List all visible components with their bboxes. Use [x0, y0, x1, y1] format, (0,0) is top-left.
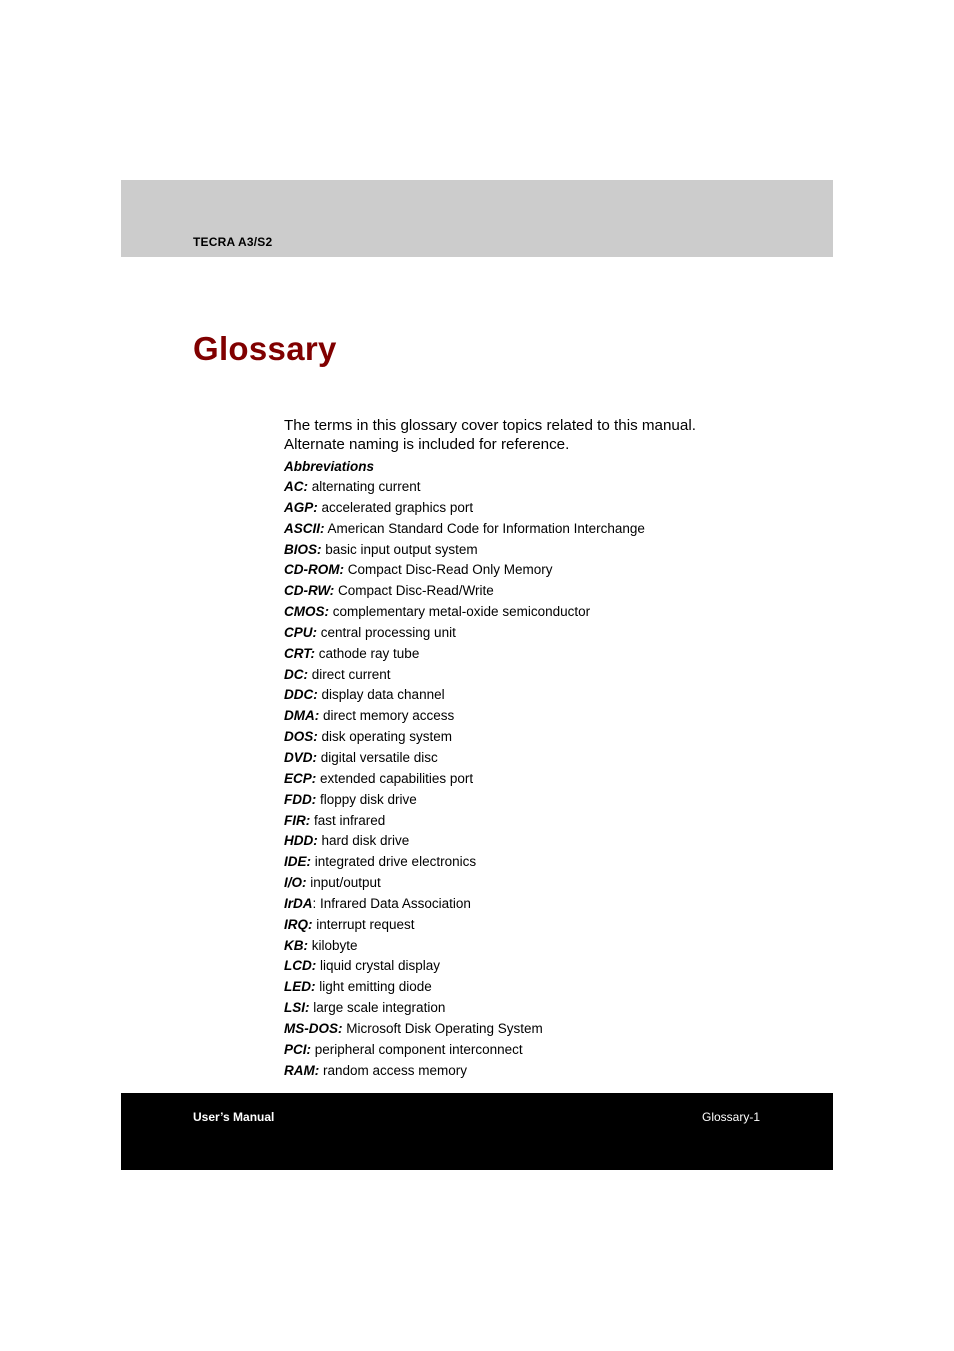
footer-band	[121, 1093, 833, 1170]
glossary-term: DMA:	[284, 708, 320, 724]
glossary-entry	[284, 936, 804, 957]
glossary-definition: random access memory	[319, 1062, 468, 1078]
glossary-entry	[284, 727, 804, 748]
intro-line-2: Alternate naming is included for reference.	[284, 435, 570, 453]
glossary-term: LCD:	[284, 958, 317, 974]
glossary-definition: interrupt request	[312, 916, 415, 932]
glossary-definition: accelerated graphics port	[317, 499, 474, 515]
glossary-definition: extended capabilities port	[316, 770, 474, 786]
glossary-term: RAM:	[284, 1062, 320, 1078]
glossary-definition: disk operating system	[317, 729, 453, 745]
glossary-term: DVD:	[284, 749, 317, 765]
glossary-definition: : Infrared Data Association	[312, 895, 471, 911]
glossary-entry	[284, 894, 804, 915]
glossary-definition: cathode ray tube	[315, 645, 420, 661]
header-title: TECRA A3/S2	[193, 235, 273, 249]
glossary-entry	[284, 477, 804, 498]
glossary-term: ASCII:	[284, 520, 325, 536]
glossary-entry	[284, 915, 804, 936]
glossary-definition: Microsoft Disk Operating System	[342, 1020, 543, 1036]
glossary-term: CRT:	[284, 645, 315, 661]
glossary-term: PCI:	[284, 1041, 311, 1057]
glossary-entry	[284, 644, 804, 665]
glossary-definition: direct memory access	[319, 708, 455, 724]
section-heading: Abbreviations	[284, 459, 375, 474]
glossary-definition: fast infrared	[310, 812, 386, 828]
glossary-definition: peripheral component interconnect	[311, 1041, 523, 1057]
glossary-entry	[284, 831, 804, 852]
glossary-term: MS-DOS:	[284, 1020, 343, 1036]
glossary-term: CD-ROM:	[284, 562, 344, 578]
glossary-definition: liquid crystal display	[316, 958, 441, 974]
glossary-entry	[284, 748, 804, 769]
glossary-entry	[284, 1019, 804, 1040]
glossary-term: FDD:	[284, 791, 317, 807]
glossary-entry	[284, 498, 804, 519]
glossary-definition: integrated drive electronics	[311, 854, 477, 870]
glossary-definition: direct current	[308, 666, 391, 682]
glossary-definition: Compact Disc-Read Only Memory	[344, 562, 553, 578]
glossary-entry	[284, 998, 804, 1019]
glossary-entry	[284, 956, 804, 977]
glossary-definition: input/output	[306, 875, 381, 891]
glossary-term: IrDA	[284, 895, 313, 911]
glossary-entry	[284, 852, 804, 873]
glossary-content	[284, 417, 804, 1081]
glossary-term: HDD:	[284, 833, 318, 849]
glossary-definition: alternating current	[308, 479, 421, 494]
glossary-definition: basic input output system	[321, 541, 478, 557]
glossary-term: AC:	[284, 479, 308, 494]
glossary-entry	[284, 685, 804, 706]
intro-paragraph	[284, 417, 804, 454]
glossary-entry	[284, 706, 804, 727]
glossary-term: ECP:	[284, 770, 317, 786]
glossary-term: IDE:	[284, 854, 311, 870]
glossary-entry	[284, 560, 804, 581]
glossary-entry	[284, 769, 804, 790]
glossary-definition: display data channel	[317, 687, 445, 703]
glossary-term: CD-RW:	[284, 583, 335, 599]
glossary-term: AGP:	[284, 499, 318, 515]
header-band	[121, 180, 833, 257]
glossary-entry	[284, 873, 804, 894]
glossary-term: LED:	[284, 979, 316, 995]
glossary-entry	[284, 581, 804, 602]
glossary-definition: light emitting diode	[315, 979, 432, 995]
glossary-definition: kilobyte	[308, 937, 358, 953]
glossary-definition: complementary metal-oxide semiconductor	[329, 604, 591, 620]
glossary-term: LSI:	[284, 1000, 310, 1016]
glossary-definition: American Standard Code for Information Interchange	[324, 520, 645, 536]
glossary-term: I/O:	[284, 875, 307, 891]
glossary-term: BIOS:	[284, 541, 322, 557]
footer-manual-label: User’s Manual	[193, 1110, 275, 1124]
glossary-entry	[284, 623, 804, 644]
glossary-entry	[284, 790, 804, 811]
glossary-definition: floppy disk drive	[316, 791, 417, 807]
glossary-entry	[284, 665, 804, 686]
glossary-term: DDC:	[284, 687, 318, 703]
footer-page-number: Glossary-1	[701, 1110, 760, 1124]
glossary-entry	[284, 602, 804, 623]
glossary-term: CMOS:	[284, 604, 329, 620]
page-title: Glossary	[193, 330, 337, 367]
glossary-term: DC:	[284, 666, 308, 682]
glossary-definition: hard disk drive	[317, 833, 410, 849]
glossary-entry	[284, 519, 804, 540]
glossary-definition: central processing unit	[317, 624, 456, 640]
glossary-entry	[284, 540, 804, 561]
glossary-term: KB:	[284, 937, 308, 953]
intro-line-1: The terms in this glossary cover topics related to this manual.	[284, 417, 696, 434]
glossary-entry	[284, 977, 804, 998]
abbreviation-list	[284, 477, 804, 1081]
glossary-term: DOS:	[284, 729, 318, 745]
glossary-term: FIR:	[284, 812, 311, 828]
glossary-entry	[284, 1061, 804, 1082]
glossary-definition: Compact Disc-Read/Write	[334, 583, 494, 599]
glossary-entry	[284, 811, 804, 832]
glossary-definition: large scale integration	[309, 1000, 446, 1016]
glossary-entry	[284, 1040, 804, 1061]
glossary-term: IRQ:	[284, 916, 313, 932]
glossary-term: CPU:	[284, 624, 317, 640]
glossary-definition: digital versatile disc	[317, 749, 438, 765]
